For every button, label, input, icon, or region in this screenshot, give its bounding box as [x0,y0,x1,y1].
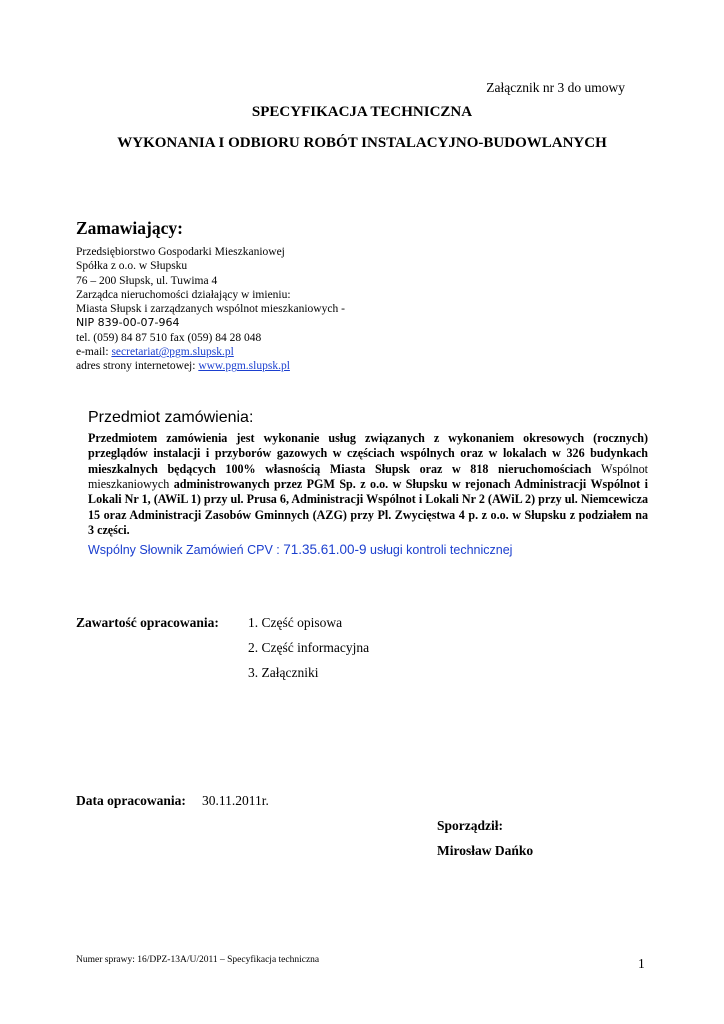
client-line: 76 – 200 Słupsk, ul. Tuwima 4 [76,274,218,287]
client-heading: Zamawiający: [76,218,183,238]
contents-label: Zawartość opracowania: [76,615,219,630]
footer-case-number: Numer sprawy: 16/DPZ-13A/U/2011 – Specyfikacja techniczna [76,955,320,965]
document-title: SPECYFIKACJA TECHNICZNA [251,104,473,120]
client-details [76,245,345,374]
client-line: Spółka z o.o. w Słupsku [76,260,188,273]
email-link[interactable]: secretariat@pgm.slupsk.pl [111,346,234,359]
client-phone: tel. (059) 84 87 510 fax (059) 84 28 048 [76,331,262,344]
document-subtitle: WYKONANIA I ODBIORU ROBÓT INSTALACYJNO-BUDOWLANYCH [117,135,607,151]
client-nip: NIP 839-00-07-964 [76,316,180,330]
annex-label: Załącznik nr 3 do umowy [486,80,625,95]
client-line: Zarządca nieruchomości działający w imieniu: [76,288,291,301]
prepared-by-name: Mirosław Dańko [437,843,534,858]
client-email-row [76,345,345,359]
prepared-by-label: Sporządził: [437,818,503,833]
date-label: Data opracowania: [76,793,186,808]
web-label: adres strony internetowej: [76,360,199,373]
cpv-line [88,542,512,557]
cpv-label: Wspólny Słownik Zamówień CPV : [88,543,284,557]
client-line: Przedsiębiorstwo Gospodarki Mieszkaniowej [76,246,285,258]
subject-text-1: Przedmiotem zamówienia jest wykonanie usług związanych z wykonaniem okresowych (rocznych) przeglądów instalacji i przyborów gazowych w częściach wspólnych oraz w lokalach w 326 budynkach mieszkalnych będących 100% własnością Miasta Słupsk oraz w 818 nieruchomościach [88,431,648,476]
cpv-description: usługi kontroli technicznej [366,543,513,557]
contents-item: 2. Część informacyjna [248,640,370,655]
subject-text-3: administrowanych przez PGM Sp. z o.o. w Słupsku w rejonach Administracji Wspólnot i Lokali Nr 1, (AWiL 1) przy ul. Prusa 6, Administracji Wspólnot i Lokali Nr 2 (AWiL 2) przy ul. Niemcewicza 15 oraz Administracji Zasobów Gminnych (AZG) przy Pl. Zwycięstwa 4 p. z o.o. w Słupsku z podziałem na 3 części. [88,477,648,538]
email-label: e-mail: [76,346,112,359]
page-number: 1 [638,956,645,971]
subject-text-2: Wspólnot mieszkaniowych [88,461,648,492]
client-web-row [76,359,345,373]
website-link[interactable]: www.pgm.slupsk.pl [198,360,290,373]
subject-heading: Przedmiot zamówienia: [88,409,254,426]
contents-item: 1. Część opisowa [248,615,343,630]
subject-description [88,431,648,538]
date-value: 30.11.2011r. [202,793,269,808]
contents-item: 3. Załączniki [248,665,319,680]
cpv-code: 71.35.61.00-9 [283,542,367,557]
client-line: Miasta Słupsk i zarządzanych wspólnot mieszkaniowych - [76,303,345,316]
